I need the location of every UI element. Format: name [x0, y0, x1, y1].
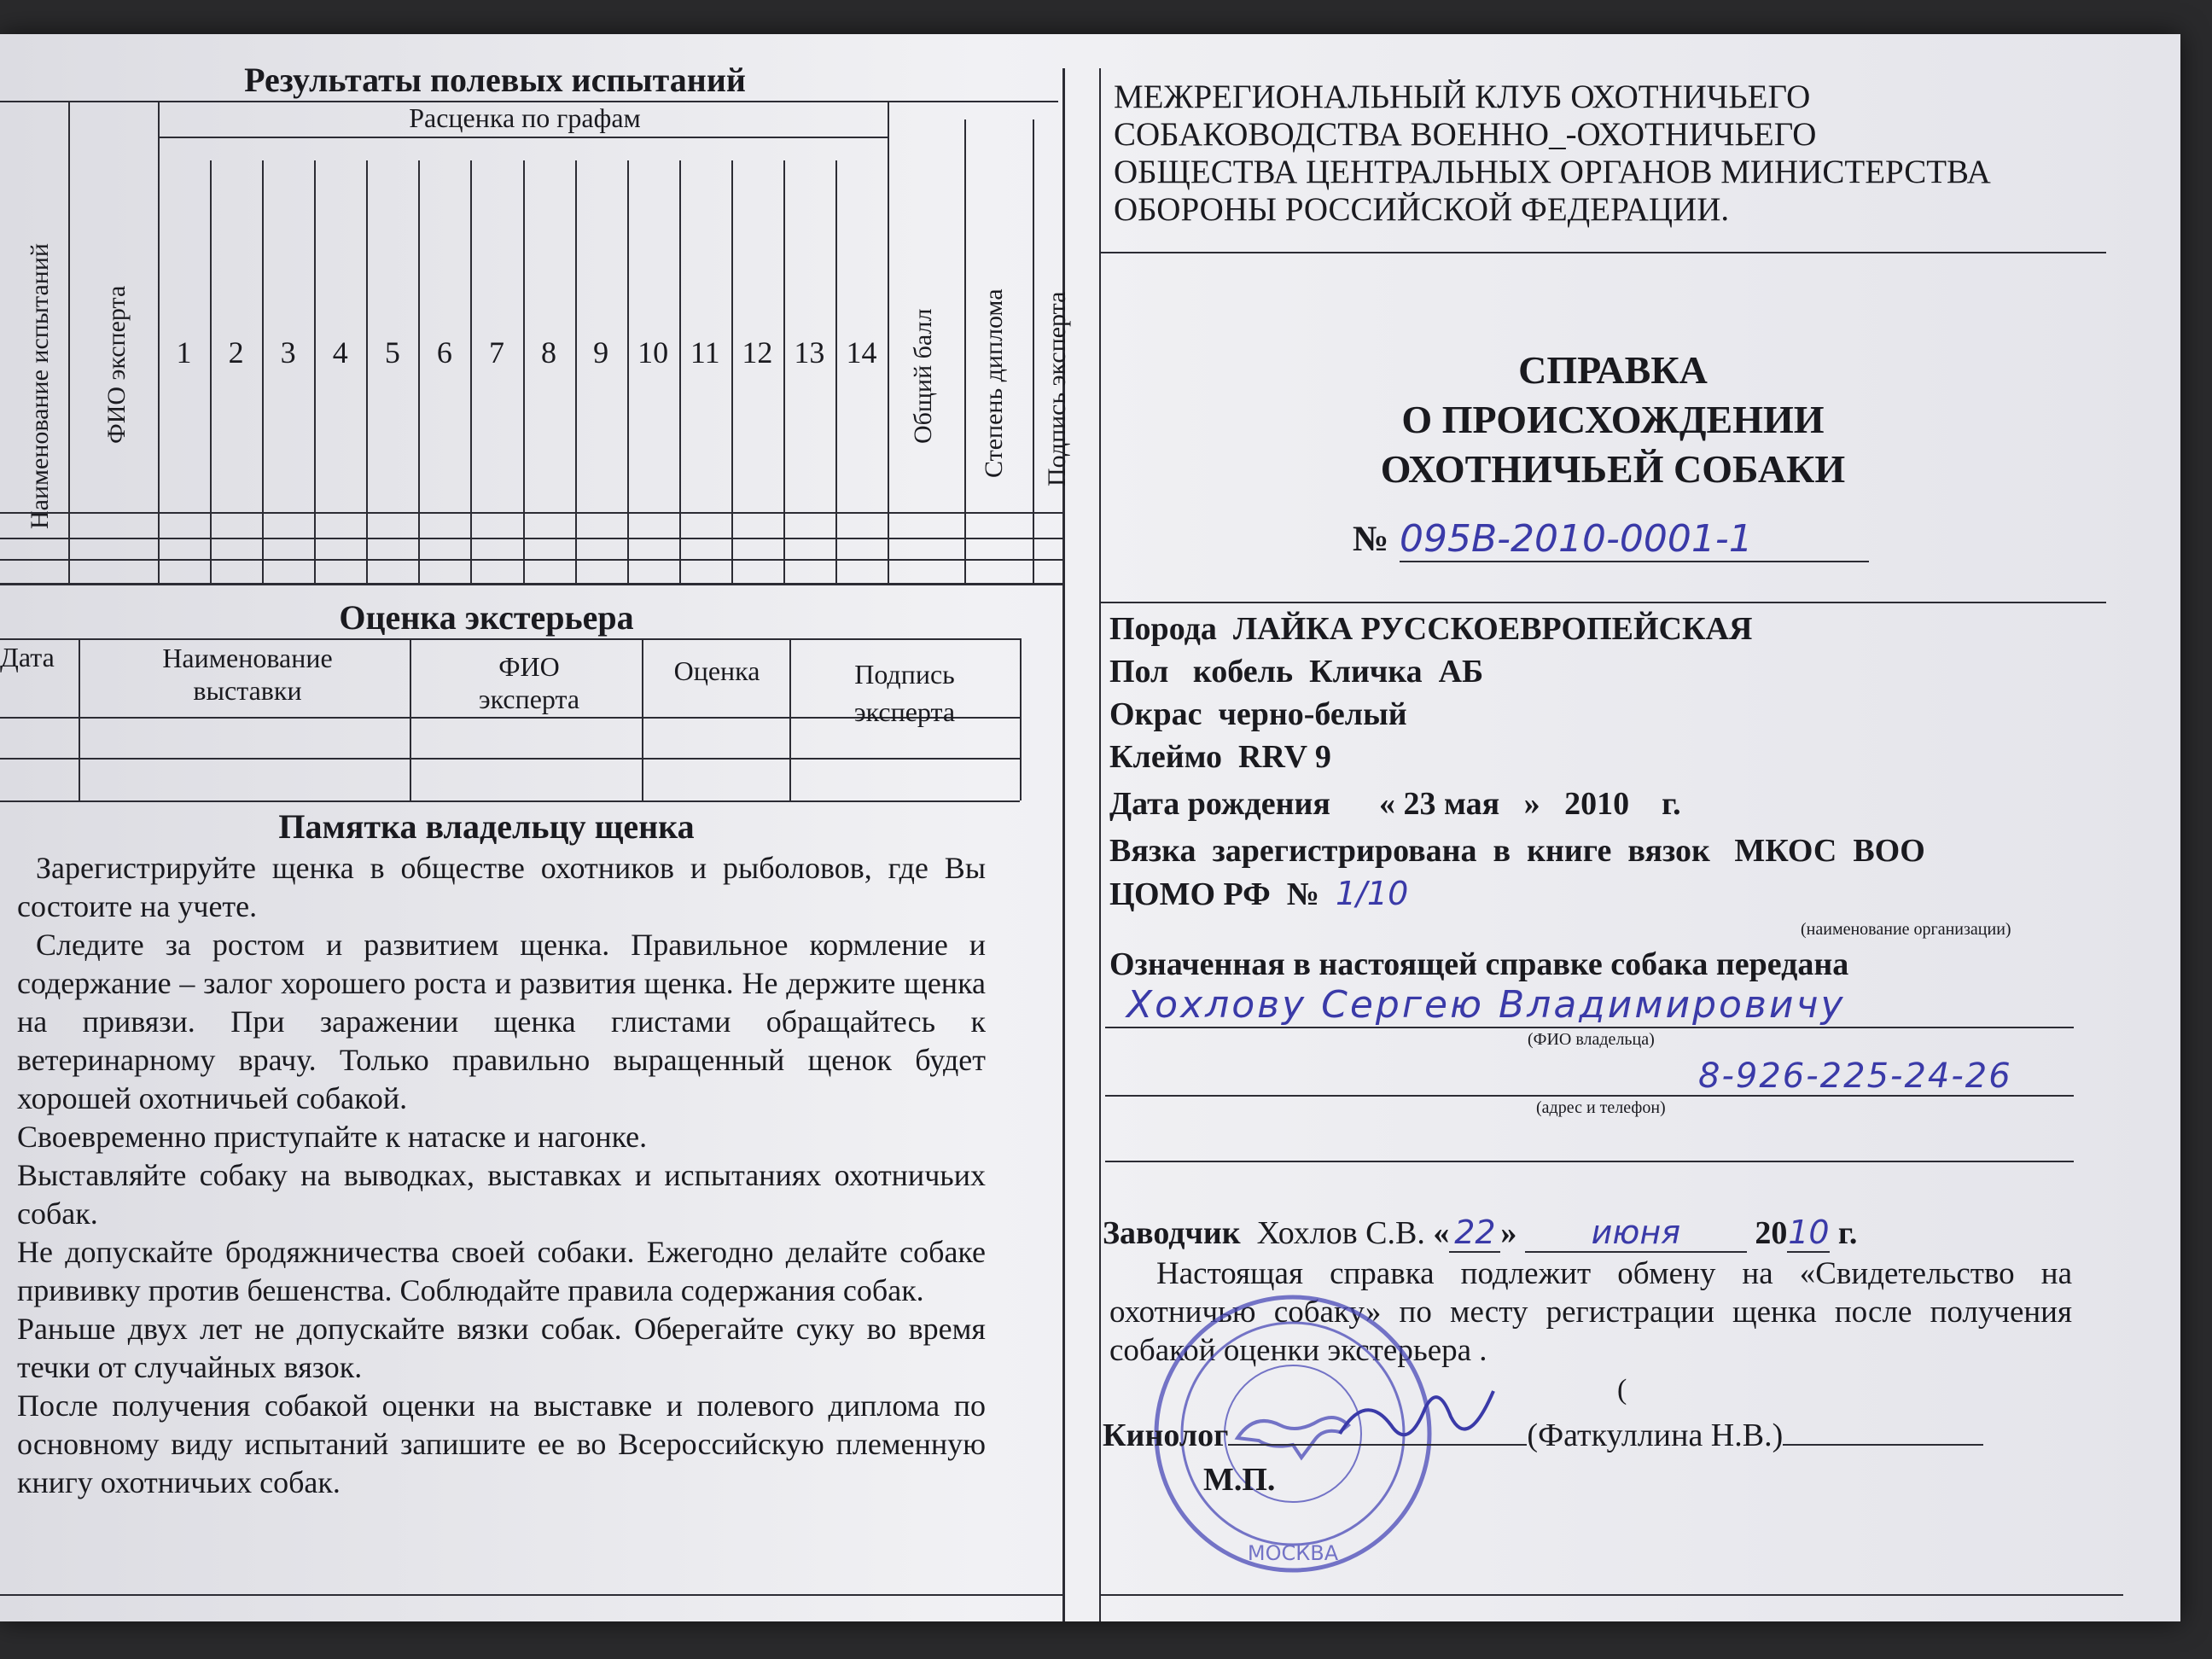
- memo-paragraph: Зарегистрируйте щенка в обществе охотников и рыболовов, где Вы состоите на учете.: [17, 851, 986, 923]
- org-header: МЕЖРЕГИОНАЛЬНЫЙ КЛУБ ОХОТНИЧЬЕГО СОБАКОВОДСТВА ВОЕННО_-ОХОТНИЧЬЕГО ОБЩЕСТВА ЦЕНТРАЛЬНЫХ ОРГАНОВ МИНИСТЕРСТВА ОБОРОНЫ РОССИЙСКОЙ ФЕДЕРАЦИИ.: [1114, 79, 1991, 228]
- owner-caption: (ФИО владельца): [1528, 1030, 1655, 1049]
- ext-col-signature: Подпись эксперта: [853, 659, 956, 727]
- grade-column-number: 9: [593, 335, 609, 370]
- grade-column-number: 8: [541, 335, 557, 370]
- grade-column-number: 6: [436, 335, 452, 370]
- doc-title: СПРАВКА О ПРОИСХОЖДЕНИИ ОХОТНИЧЬЕЙ СОБАКИ: [1380, 348, 1846, 491]
- number-value: 095В-2010-0001-1: [1400, 517, 1869, 562]
- memo-paragraph: Не допускайте бродяжничества своей собаки. Ежегодно делайте собаке прививку против бешенства. Соблюдайте правила содержания собак.: [17, 1235, 986, 1307]
- birth-year: 2010: [1564, 786, 1630, 822]
- cynologist-name: (Фаткуллина Н.В.): [1527, 1417, 1784, 1453]
- grade-column-number: 4: [332, 335, 348, 370]
- grade-column-number: 3: [280, 335, 296, 370]
- grade-column-number: 1: [176, 335, 192, 370]
- owner-value: Хохлову Сергею Владимировичу: [1126, 983, 1846, 1027]
- grade-column-number: 10: [637, 335, 669, 370]
- number-label: №: [1353, 520, 1389, 559]
- document-sheet: [0, 34, 2180, 1621]
- phone-value: 8-926-225-24-26: [1698, 1057, 2012, 1096]
- name-value: АБ: [1438, 654, 1484, 690]
- color-value: черно-белый: [1218, 696, 1407, 732]
- mating-number: 1/10: [1335, 875, 1409, 912]
- paren-mark: (: [1617, 1374, 1627, 1406]
- mating-row: Вязка зарегистрирована в книге вязок МКОС ВОО: [1109, 833, 1925, 869]
- org-caption: (наименование организации): [1801, 920, 2011, 939]
- grade-column-number: 11: [690, 335, 720, 370]
- memo-title: Памятка владельцу щенка: [278, 807, 695, 846]
- stamp-label: М.П.: [1203, 1462, 1276, 1498]
- ext-col-show: Наименование выставки: [162, 643, 333, 706]
- breeder-month: июня: [1525, 1214, 1747, 1253]
- grade-column-number: 5: [384, 335, 400, 370]
- grade-column-number: 14: [846, 335, 877, 370]
- sex-row: Пол кобель Кличка АБ: [1109, 654, 1484, 690]
- grading-header: Расценка по графам: [409, 102, 641, 133]
- col-total: Общий балл: [909, 308, 937, 444]
- col-expert-name: ФИО эксперта: [102, 285, 131, 444]
- col-signature: Подпись эксперта: [1043, 291, 1071, 486]
- memo-paragraph: После получения собакой оценки на выставке и полевого диплома по основному виду испытаний запишите ее во Всероссийскую племенную книгу охотничьих собак.: [17, 1388, 986, 1499]
- memo-body: [17, 849, 986, 1502]
- grade-column-number: 12: [742, 335, 773, 370]
- breeder-row: Заводчик Хохлов С.В. « 22 » июня 2010 г.: [1103, 1214, 1858, 1251]
- memo-paragraph: Следите за ростом и развитием щенка. Правильное кормление и содержание – залог хорошего роста и развития щенка. Не держите щенка на привязи. При заражении щенка глистами обращайтесь к ветеринарному врачу. Только правильно выращенный щенок будет хорошей охотничьей собакой.: [17, 928, 986, 1115]
- birth-row: Дата рождения « 23 мая » 2010 г.: [1109, 786, 1681, 822]
- mating-row-2: ЦОМО РФ № 1/10: [1109, 875, 1409, 912]
- breed-value: ЛАЙКА РУССКОЕВРОПЕЙСКАЯ: [1232, 611, 1753, 647]
- brand-row: Клеймо RRV 9: [1109, 739, 1331, 775]
- breeder-day: 22: [1449, 1214, 1500, 1253]
- grade-column-number: 13: [794, 335, 825, 370]
- grade-column-number: 7: [488, 335, 504, 370]
- stamp-city: МОСКВА: [1247, 1541, 1339, 1565]
- color-row: Окрас черно-белый: [1109, 696, 1407, 732]
- ext-col-grade: Оценка: [673, 655, 760, 686]
- sex-value: кобель: [1192, 654, 1294, 690]
- memo-paragraph: Своевременно приступайте к натаске и нагонке.: [17, 1120, 648, 1154]
- address-caption: (адрес и телефон): [1536, 1098, 1666, 1117]
- breed-row: Порода ЛАЙКА РУССКОЕВРОПЕЙСКАЯ: [1109, 611, 1753, 647]
- exterior-title: Оценка экстерьера: [339, 598, 634, 637]
- memo-paragraph: Раньше двух лет не допускайте вязки собак. Оберегайте суку во время течки от случайных вязок.: [17, 1312, 986, 1384]
- transferred-label: Означенная в настоящей справке собака передана: [1109, 946, 1849, 982]
- cynologist-row: Кинолог (Фаткуллина Н.В.): [1103, 1417, 1983, 1454]
- breeder-year: 10: [1788, 1214, 1830, 1251]
- ext-col-expert: ФИО эксперта: [478, 651, 580, 714]
- col-diploma: Степень диплома: [980, 288, 1008, 478]
- memo-paragraph: Выставляйте собаку на выводках, выставках и испытаниях охотничьих собак.: [17, 1158, 986, 1231]
- exchange-note: Настоящая справка подлежит обмену на «Свидетельство на охотничью собаку» по месту регистрации щенка после получения собакой оценки экстерьера .: [1109, 1256, 2072, 1368]
- brand-value: RRV 9: [1238, 739, 1331, 775]
- ext-col-date: Дата: [0, 642, 55, 672]
- grade-column-number: 2: [228, 335, 244, 370]
- field-results-title: Результаты полевых испытаний: [244, 61, 746, 99]
- birth-day-month: 23 мая: [1403, 786, 1500, 822]
- col-test-name: Наименование испытаний: [26, 243, 54, 529]
- breeder-value: Хохлов С.В.: [1256, 1215, 1425, 1251]
- mating-org: МКОС ВОО: [1734, 833, 1925, 869]
